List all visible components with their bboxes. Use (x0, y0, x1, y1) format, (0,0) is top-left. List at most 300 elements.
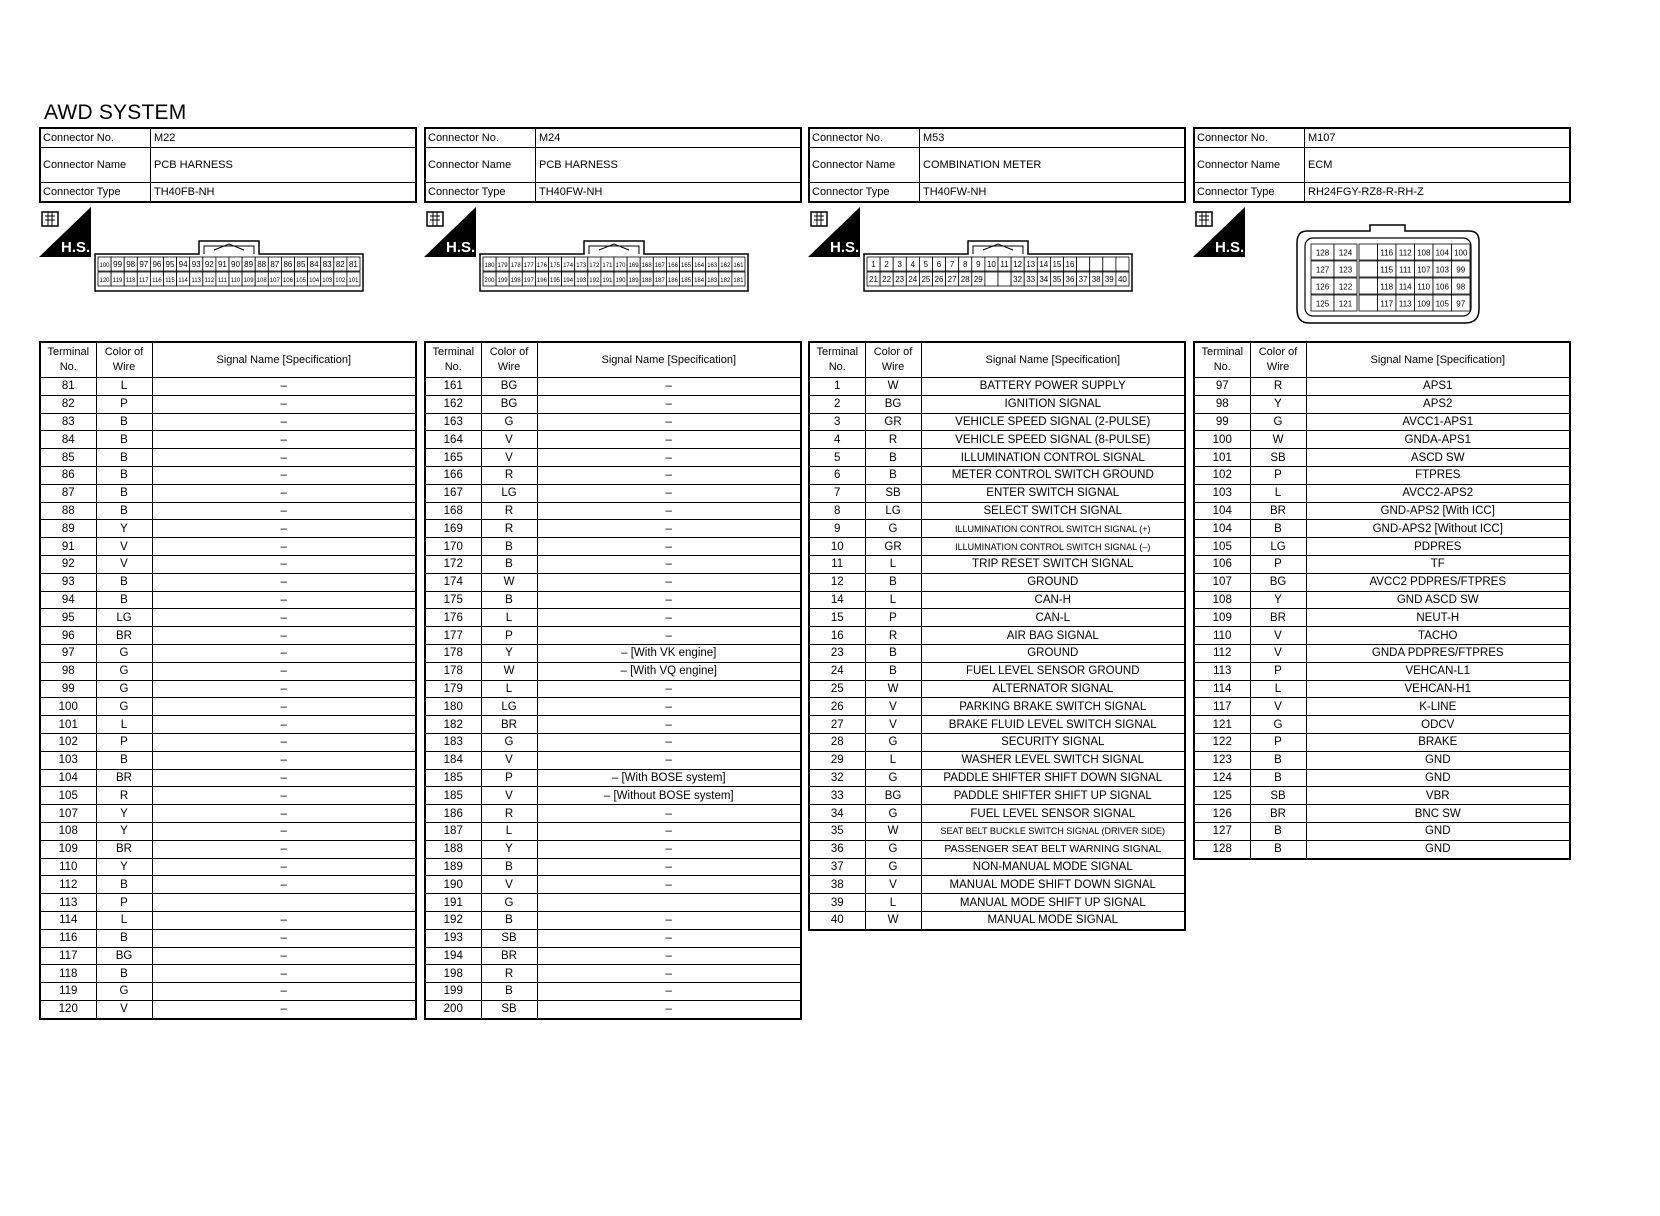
signal-name: FUEL LEVEL SENSOR SIGNAL (921, 805, 1185, 823)
wire-color: B (96, 466, 152, 484)
wire-color: BR (1250, 502, 1306, 520)
signal-name: – (537, 502, 801, 520)
signal-name: GND ASCD SW (1306, 591, 1570, 609)
wire-color: W (865, 680, 921, 698)
wire-color: LG (1250, 538, 1306, 556)
ecm-pin (1359, 261, 1378, 277)
wire-color: B (481, 555, 537, 573)
connector-type-label: Connector Type (1195, 183, 1305, 201)
harness-side-icon (1193, 207, 1245, 257)
connector-no-value: M53 (923, 132, 945, 144)
connector-pin-label: 161 (733, 263, 744, 269)
terminal-no: 113 (40, 894, 96, 912)
table-row (425, 644, 801, 662)
wire-color: P (481, 769, 537, 787)
terminal-no: 162 (425, 395, 481, 413)
svg-text:H.S.: H.S. (830, 239, 860, 256)
ecm-pin-label: 124 (1338, 248, 1353, 258)
signal-name: – (152, 449, 416, 467)
connector-pin-label: 13 (1026, 260, 1036, 269)
wire-color: B (1250, 751, 1306, 769)
terminal-no: 168 (425, 502, 481, 520)
connector-pin-label: 28 (960, 275, 970, 284)
signal-name: – (152, 698, 416, 716)
connector-pin-label: 195 (549, 278, 561, 284)
signal-name: – (537, 466, 801, 484)
connector-name-row (426, 148, 800, 183)
wire-color: V (96, 538, 152, 556)
connector-pin-label: 197 (523, 278, 534, 284)
table-row (425, 929, 801, 947)
table-row (40, 769, 416, 787)
signal-name: TF (1306, 555, 1570, 573)
signal-name: – (537, 591, 801, 609)
connector-pin-label: 87 (270, 260, 280, 269)
wire-color: P (1250, 733, 1306, 751)
connector-pin-label: 3 (897, 260, 902, 269)
wire-color: BG (96, 947, 152, 965)
signal-name: GROUND (921, 573, 1185, 591)
terminal-no: 9 (809, 520, 865, 538)
wire-color: L (481, 680, 537, 698)
table-row (1194, 840, 1570, 858)
connector-pin-label: 7 (949, 260, 955, 269)
wire-color: B (96, 591, 152, 609)
svg-text:H.S.: H.S. (1215, 239, 1245, 256)
table-row (1194, 573, 1570, 591)
connector-pin-label: 165 (680, 263, 692, 269)
signal-name: APS2 (1306, 395, 1570, 413)
connector-diagram (479, 240, 749, 292)
signal-name: – (152, 733, 416, 751)
terminal-no: 104 (1194, 520, 1250, 538)
ecm-pin-label: 111 (1399, 265, 1412, 275)
signal-name: CAN-L (921, 609, 1185, 627)
terminal-no: 35 (809, 822, 865, 840)
terminal-no: 105 (40, 787, 96, 805)
wire-color: V (481, 751, 537, 769)
terminal-no: 95 (40, 609, 96, 627)
terminal-no: 114 (40, 911, 96, 929)
terminal-no: 7 (809, 484, 865, 502)
signal-name: – (537, 965, 801, 983)
ecm-pin-label: 108 (1417, 248, 1431, 258)
signal-name: – (152, 644, 416, 662)
table-row (425, 520, 801, 538)
terminal-no: 107 (1194, 573, 1250, 591)
wire-color: B (481, 538, 537, 556)
wire-color: R (481, 965, 537, 983)
wire-color: L (96, 716, 152, 734)
table-row (1194, 449, 1570, 467)
wire-color: L (865, 555, 921, 573)
wire-color: Y (481, 644, 537, 662)
connector-pin-label: 200 (484, 278, 495, 284)
connector-pin-label: 114 (178, 278, 188, 284)
connector-pin-label: 188 (641, 278, 652, 284)
terminal-no: 194 (425, 947, 481, 965)
terminal-no: 105 (1194, 538, 1250, 556)
table-row (40, 787, 416, 805)
terminal-no: 185 (425, 787, 481, 805)
wire-color: R (865, 627, 921, 645)
connector-no-value: M24 (539, 132, 561, 144)
connector-type-row (810, 183, 1184, 201)
table-row (1194, 787, 1570, 805)
wire-color: SB (481, 929, 537, 947)
signal-name: – (152, 413, 416, 431)
signal-name: – (537, 395, 801, 413)
table-row (1194, 716, 1570, 734)
table-row (1194, 662, 1570, 680)
signal-name: VBR (1306, 787, 1570, 805)
terminal-no: 101 (1194, 449, 1250, 467)
table-row (425, 395, 801, 413)
signal-name: BRAKE (1306, 733, 1570, 751)
terminal-no: 103 (1194, 484, 1250, 502)
signal-name: – (152, 840, 416, 858)
signal-name: – (152, 751, 416, 769)
terminal-no: 184 (425, 751, 481, 769)
table-row (809, 840, 1185, 858)
signal-name: – (152, 591, 416, 609)
ecm-pin-label: 112 (1398, 248, 1412, 258)
connector-pin-label: 198 (510, 278, 521, 284)
connector-type-value: TH40FW-NH (539, 186, 603, 198)
connector-info-table (424, 127, 802, 203)
table-row (425, 413, 801, 431)
connector-pin (1090, 257, 1103, 271)
table-row (809, 894, 1185, 912)
terminal-no: 99 (40, 680, 96, 698)
connector-pin-label: 191 (602, 278, 613, 284)
table-row (425, 502, 801, 520)
signal-name: GND (1306, 769, 1570, 787)
signal-name: GND-APS2 [Without ICC] (1306, 520, 1570, 538)
connector-pin-label: 15 (1052, 260, 1062, 269)
connector-pin-label: 89 (244, 260, 254, 269)
connector-face (863, 240, 1133, 297)
ecm-pin-label: 127 (1315, 265, 1330, 275)
signal-name: ODCV (1306, 716, 1570, 734)
ecm-pin (1359, 295, 1378, 311)
connector-pin-label: 100 (99, 263, 110, 269)
ecm-pin-label: 123 (1338, 265, 1353, 275)
table-row (40, 698, 416, 716)
connector-pin-label: 21 (869, 275, 878, 284)
wire-color: P (1250, 466, 1306, 484)
connector-pin-label: 180 (484, 263, 495, 269)
signal-name: – (537, 911, 801, 929)
signal-name: – (152, 1000, 416, 1018)
connector-pin-label: 184 (694, 278, 705, 284)
wire-color: BG (865, 395, 921, 413)
header-terminal-no: Terminal No. (40, 342, 96, 378)
table-row (809, 733, 1185, 751)
ecm-pin-label: 118 (1380, 282, 1394, 292)
wire-color: GR (865, 538, 921, 556)
wire-color: B (1250, 822, 1306, 840)
terminal-no: 183 (425, 733, 481, 751)
table-row (1194, 733, 1570, 751)
connector-pin-label: 84 (309, 260, 319, 269)
connector-pin-label: 101 (348, 278, 359, 284)
wire-color: W (481, 662, 537, 680)
wire-color: G (481, 894, 537, 912)
signal-name: – (537, 609, 801, 627)
wire-color: V (481, 449, 537, 467)
connector-pin-label: 167 (654, 263, 665, 269)
terminal-no: 97 (1194, 378, 1250, 396)
connector-type-value: TH40FW-NH (923, 186, 987, 198)
wire-color: L (865, 751, 921, 769)
wire-color: R (1250, 378, 1306, 396)
signal-name: ALTERNATOR SIGNAL (921, 680, 1185, 698)
harness-side-icon (39, 207, 91, 257)
terminal-no: 182 (425, 716, 481, 734)
terminal-no: 38 (809, 876, 865, 894)
connector-pin (985, 272, 998, 286)
table-row (809, 769, 1185, 787)
signal-name: SELECT SWITCH SIGNAL (921, 502, 1185, 520)
connector-pin-label: 36 (1065, 275, 1075, 284)
table-row (1194, 751, 1570, 769)
signal-name: – (537, 716, 801, 734)
connector-pin-label: 6 (936, 260, 942, 269)
table-row (40, 609, 416, 627)
signal-name: AVCC1-APS1 (1306, 413, 1570, 431)
wire-color: L (1250, 680, 1306, 698)
signal-name: – (152, 965, 416, 983)
wire-color: BR (96, 769, 152, 787)
terminal-no: 1 (809, 378, 865, 396)
harness-side-icon (424, 207, 476, 257)
signal-name: IGNITION SIGNAL (921, 395, 1185, 413)
signal-name: – (537, 876, 801, 894)
signal-name: ASCD SW (1306, 449, 1570, 467)
connector-pin-label: 189 (628, 278, 639, 284)
table-row (425, 769, 801, 787)
connector-pin-label: 94 (178, 260, 188, 269)
wire-color: P (1250, 662, 1306, 680)
table-row (40, 840, 416, 858)
terminal-no: 23 (809, 644, 865, 662)
signal-name: – (152, 983, 416, 1001)
signal-name: – (537, 449, 801, 467)
table-row (40, 894, 416, 912)
wire-color: G (96, 644, 152, 662)
terminal-no: 124 (1194, 769, 1250, 787)
connector-pin-label: 1 (871, 260, 876, 269)
ecm-pin (1359, 278, 1378, 294)
table-row (40, 662, 416, 680)
wire-color: G (96, 662, 152, 680)
signal-name: ILLUMINATION CONTROL SWITCH SIGNAL (+) (921, 520, 1185, 538)
signal-name: – (152, 484, 416, 502)
ecm-pin-label: 121 (1338, 299, 1353, 309)
wire-color: V (865, 876, 921, 894)
signal-name: – (152, 502, 416, 520)
connector-pin-label: 112 (204, 278, 215, 284)
signal-name: – (537, 733, 801, 751)
terminal-table-header (425, 342, 801, 378)
signal-name: – (152, 627, 416, 645)
table-row (1194, 805, 1570, 823)
table-row (40, 858, 416, 876)
wire-color: B (96, 431, 152, 449)
table-row (1194, 538, 1570, 556)
table-row (425, 698, 801, 716)
page-title: AWD SYSTEM (44, 101, 187, 124)
connector-pin-label: 97 (139, 260, 149, 269)
ecm-pin-label: 103 (1435, 265, 1449, 275)
signal-name: GND-APS2 [With ICC] (1306, 502, 1570, 520)
wire-color: G (1250, 716, 1306, 734)
table-row (809, 573, 1185, 591)
terminal-no: 128 (1194, 840, 1250, 858)
signal-name: GND (1306, 840, 1570, 858)
table-row (425, 555, 801, 573)
connector-type-label: Connector Type (41, 183, 151, 201)
signal-name: TRIP RESET SWITCH SIGNAL (921, 555, 1185, 573)
connector-pin-label: 102 (335, 278, 346, 284)
terminal-no: 8 (809, 502, 865, 520)
connector-name-row (41, 148, 415, 183)
signal-name: – [With VQ engine] (537, 662, 801, 680)
wire-color: BR (481, 947, 537, 965)
wire-color: SB (1250, 787, 1306, 805)
terminal-no: 85 (40, 449, 96, 467)
header-color-of-wire: Color of Wire (481, 342, 537, 378)
table-row (1194, 698, 1570, 716)
connector-no-row (810, 129, 1184, 148)
table-row (1194, 395, 1570, 413)
connector-pin-label: 26 (934, 275, 944, 284)
connector-pin-label: 185 (680, 278, 692, 284)
table-row (809, 716, 1185, 734)
table-row (425, 733, 801, 751)
terminal-no: 170 (425, 538, 481, 556)
signal-name: – (537, 378, 801, 396)
ecm-pin-label: 98 (1456, 282, 1466, 292)
table-row (1194, 644, 1570, 662)
connector-pin-label: 117 (139, 278, 149, 284)
table-row (425, 466, 801, 484)
signal-name: VEHCAN-L1 (1306, 662, 1570, 680)
ecm-pin-label: 106 (1435, 282, 1449, 292)
table-row (1194, 378, 1570, 396)
connector-pin-label: 11 (1000, 260, 1009, 269)
terminal-no: 99 (1194, 413, 1250, 431)
wire-color: G (865, 769, 921, 787)
connector-no-row (426, 129, 800, 148)
terminal-no: 113 (1194, 662, 1250, 680)
wire-color: L (865, 591, 921, 609)
table-row (40, 413, 416, 431)
terminal-no: 10 (809, 538, 865, 556)
connector-face (479, 240, 749, 297)
table-row (40, 1000, 416, 1018)
ecm-pin-label: 109 (1417, 299, 1431, 309)
wire-color: BR (96, 840, 152, 858)
wire-color: R (481, 466, 537, 484)
connector-pin-label: 192 (589, 278, 600, 284)
signal-name: – (537, 805, 801, 823)
terminal-no: 169 (425, 520, 481, 538)
terminal-no: 15 (809, 609, 865, 627)
connector-pin-label: 81 (348, 260, 358, 269)
terminal-no: 164 (425, 431, 481, 449)
connector-pin (998, 272, 1011, 286)
connector-pin-label: 27 (947, 275, 957, 284)
table-row (1194, 502, 1570, 520)
table-row (40, 466, 416, 484)
terminal-no: 101 (40, 716, 96, 734)
signal-name: – (537, 947, 801, 965)
connector-pin-label: 193 (576, 278, 587, 284)
signal-name: ILLUMINATION CONTROL SIGNAL (921, 449, 1185, 467)
connector-pin-label: 98 (126, 260, 136, 269)
wire-color: B (1250, 769, 1306, 787)
signal-name: MANUAL MODE SHIFT UP SIGNAL (921, 894, 1185, 912)
wire-color: L (1250, 484, 1306, 502)
table-row (809, 466, 1185, 484)
table-row (809, 538, 1185, 556)
wire-color: P (1250, 555, 1306, 573)
table-row (40, 876, 416, 894)
connector-pin-label: 104 (309, 278, 320, 284)
wire-color: L (96, 378, 152, 396)
signal-name: APS1 (1306, 378, 1570, 396)
table-row (425, 449, 801, 467)
connector-pin (1103, 257, 1116, 271)
table-row (1194, 822, 1570, 840)
table-row (1194, 484, 1570, 502)
signal-name: SECURITY SIGNAL (921, 733, 1185, 751)
table-row (425, 1000, 801, 1018)
connector-pin-label: 175 (549, 263, 561, 269)
connector-pin-label: 199 (497, 278, 508, 284)
terminal-no: 116 (40, 929, 96, 947)
table-row (1194, 627, 1570, 645)
wire-color: B (481, 911, 537, 929)
terminal-no: 92 (40, 555, 96, 573)
signal-name: FTPRES (1306, 466, 1570, 484)
wire-color: W (865, 378, 921, 396)
connector-no-label: Connector No. (426, 129, 536, 147)
header-terminal-no: Terminal No. (425, 342, 481, 378)
table-row (40, 680, 416, 698)
terminal-table (1193, 341, 1571, 860)
terminal-no: 84 (40, 431, 96, 449)
wire-color: R (96, 787, 152, 805)
table-row (809, 822, 1185, 840)
signal-name: PARKING BRAKE SWITCH SIGNAL (921, 698, 1185, 716)
table-row (40, 555, 416, 573)
connector-pin-label: 166 (667, 263, 678, 269)
connector-pin-label: 196 (536, 278, 547, 284)
wire-color: B (96, 484, 152, 502)
terminal-no: 126 (1194, 805, 1250, 823)
connector-pin-label: 95 (165, 260, 175, 269)
signal-name: BRAKE FLUID LEVEL SWITCH SIGNAL (921, 716, 1185, 734)
header-color-of-wire: Color of Wire (865, 342, 921, 378)
terminal-no: 12 (809, 573, 865, 591)
table-row (809, 911, 1185, 929)
signal-name: – (152, 431, 416, 449)
terminal-no: 28 (809, 733, 865, 751)
wire-color: SB (1250, 449, 1306, 467)
